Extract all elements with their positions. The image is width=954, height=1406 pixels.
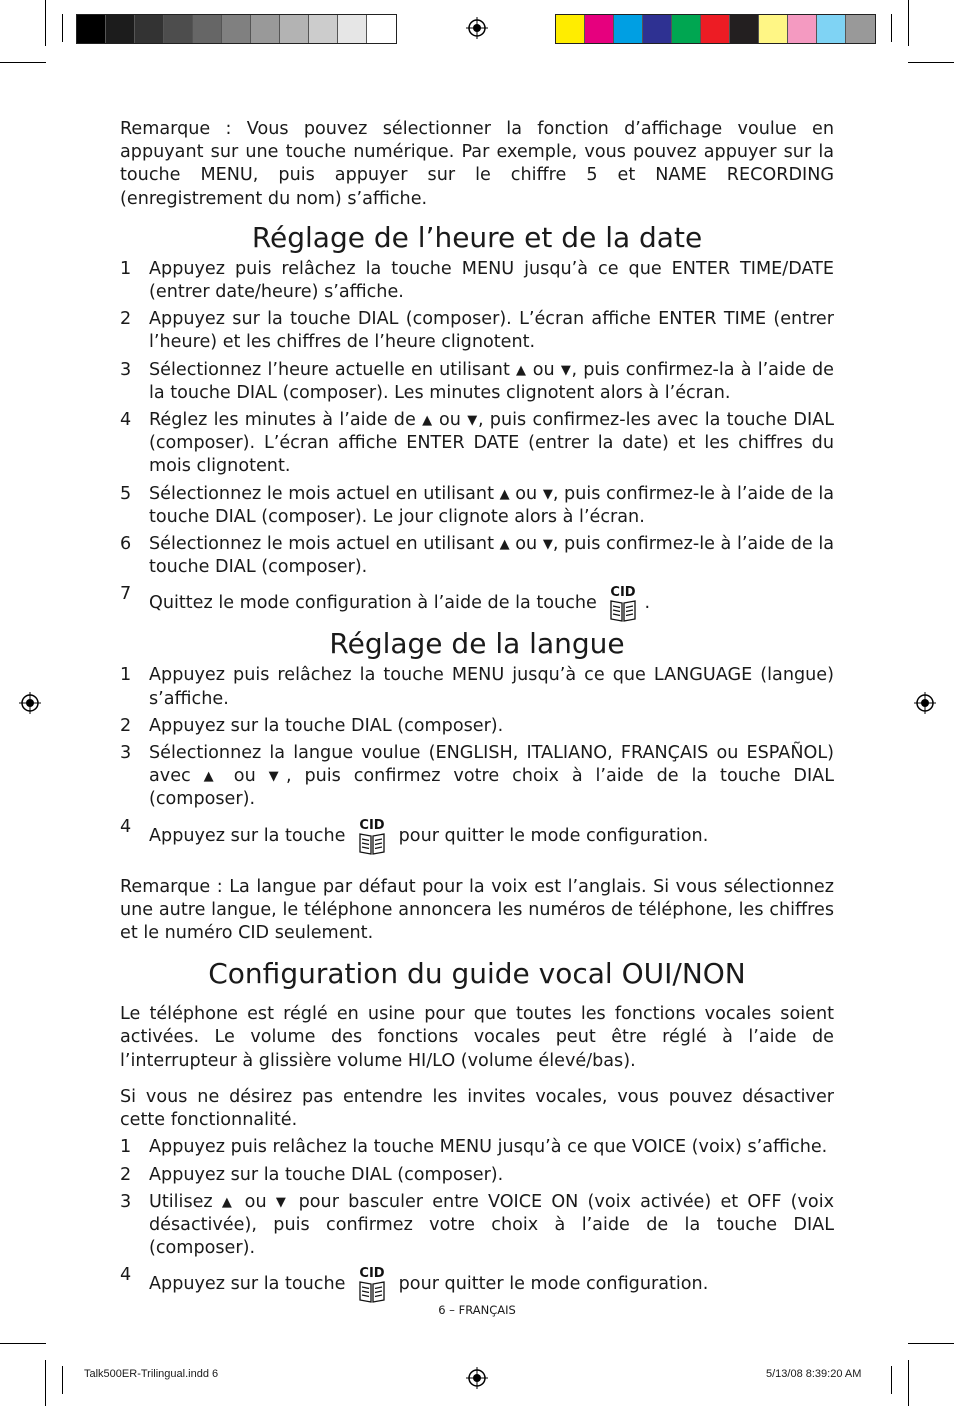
step-number: 3 xyxy=(120,743,132,764)
color-swatch xyxy=(585,15,614,43)
cid-key-label: CID xyxy=(610,585,637,601)
step-number: 4 xyxy=(120,816,132,837)
step-text: . xyxy=(644,593,651,614)
color-swatch xyxy=(730,15,759,43)
step-text: Sélectionnez la langue voulue (ENGLISH, ITALIANO, FRANÇAIS ou ESPAÑOL) avec xyxy=(149,743,834,787)
step-number: 4 xyxy=(120,1265,132,1286)
step-text: ou xyxy=(235,1191,276,1212)
step-text: ou xyxy=(509,483,543,504)
step-text: pour quitter le mode configuration. xyxy=(393,1274,709,1295)
color-swatch xyxy=(77,15,106,43)
step-text: , puis confirmez votre choix à l’aide de la touche DIAL (composer). xyxy=(149,766,834,810)
down-arrow-icon: ▼ xyxy=(467,413,478,429)
up-arrow-icon: ▲ xyxy=(422,413,433,429)
step-item xyxy=(120,1164,834,1187)
color-swatch xyxy=(164,15,193,43)
step-item xyxy=(120,533,834,579)
color-swatch xyxy=(309,15,338,43)
step-number: 2 xyxy=(120,309,132,330)
step-text: Appuyez sur la touche DIAL (composer). L’écran affiche ENTER TIME (entrer l’heure) et les chiffres de l’heure clignotent. xyxy=(149,309,834,353)
up-arrow-icon: ▲ xyxy=(499,486,510,502)
step-text: Sélectionnez l’heure actuelle en utilisant xyxy=(149,359,517,380)
registration-mark-icon xyxy=(466,17,488,39)
cid-key-label: CID xyxy=(359,1266,385,1282)
step-number: 6 xyxy=(120,534,132,555)
timestamp-slug: 5/13/08 8:39:20 AM xyxy=(766,1368,862,1380)
grayscale-color-bar xyxy=(76,14,397,44)
step-item xyxy=(120,715,834,738)
cid-key-icon xyxy=(606,583,640,623)
page-content xyxy=(120,118,834,1308)
step-text: Appuyez puis relâchez la touche MENU jusqu’à ce que VOICE (voix) s’affiche. xyxy=(149,1137,828,1158)
step-item xyxy=(120,664,834,710)
intro-note: Remarque : Vous pouvez sélectionner la fonction d’affichage voulue en appuyant sur une touche numérique. Par exemple, vous pouvez appuyer sur la touche MENU, puis appuyer sur le chiffre 5 et NAME RECORDING (enregistrement du nom) s’affiche. xyxy=(120,119,834,209)
step-item xyxy=(120,308,834,354)
down-arrow-icon: ▼ xyxy=(268,769,286,785)
step-text: Utilisez xyxy=(149,1191,222,1212)
step-text: Appuyez sur la touche xyxy=(149,825,352,846)
step-text: Appuyez puis relâchez la touche MENU jusqu’à ce que LANGUAGE (langue) s’affiche. xyxy=(149,665,834,709)
step-text: , puis confirmez-les avec la touche DIAL (composer). L’écran affiche ENTER DATE (entrer la date) et les chiffres du mois clignotent. xyxy=(149,410,834,477)
color-swatch xyxy=(222,15,251,43)
color-swatch xyxy=(251,15,280,43)
up-arrow-icon: ▲ xyxy=(221,1194,236,1210)
section-title-time-date: Réglage de l’heure et de la date xyxy=(251,220,703,254)
voice-disable-paragraph: Si vous ne désirez pas entendre les invites vocales, vous pouvez désactiver cette fonctionnalité. xyxy=(120,1086,834,1131)
step-item xyxy=(120,742,834,812)
cid-key-icon xyxy=(355,1264,389,1304)
step-number: 1 xyxy=(120,1137,132,1158)
color-swatch xyxy=(106,15,135,43)
step-item xyxy=(120,258,834,304)
color-swatch xyxy=(846,15,875,43)
voice-guide-steps xyxy=(120,1136,834,1304)
down-arrow-icon: ▼ xyxy=(542,537,553,553)
step-text: Appuyez sur la touche DIAL (composer). xyxy=(149,1164,504,1185)
step-text: Réglez les minutes à l’aide de xyxy=(149,410,423,431)
color-swatch xyxy=(367,15,396,43)
registration-mark-icon xyxy=(19,692,41,714)
section-title-voice-guide: Configuration du guide vocal OUI/NON xyxy=(208,957,746,991)
step-text: , puis confirmez-la à l’aide de la touche DIAL (composer). Les minutes clignotent alors à l’écran. xyxy=(149,359,834,403)
step-text: ou xyxy=(220,766,269,787)
up-arrow-icon: ▲ xyxy=(203,769,221,785)
up-arrow-icon: ▲ xyxy=(516,362,527,378)
color-swatch xyxy=(788,15,817,43)
color-swatch xyxy=(193,15,222,43)
step-item xyxy=(120,583,834,623)
voice-guide-paragraph: Le téléphone est réglé en usine pour que toutes les fonctions vocales soient activées. Le volume des fonctions vocales peut être réglé à l’aide de l’interrupteur à glissière volume HI/LO (volume élevé/bas). xyxy=(120,1004,834,1071)
step-text: ou xyxy=(432,410,468,431)
color-swatch xyxy=(817,15,846,43)
time-date-steps xyxy=(120,258,834,624)
color-swatch xyxy=(643,15,672,43)
cid-key-icon xyxy=(355,816,389,856)
registration-mark-icon xyxy=(914,692,936,714)
step-item xyxy=(120,1136,834,1159)
step-text: Sélectionnez le mois actuel en utilisant xyxy=(149,483,500,504)
step-text: pour basculer entre VOICE ON (voix activée) et OFF (voix désactivée), puis confirmez votre choix à l’aide de la touche DIAL (composer). xyxy=(149,1191,834,1259)
step-item xyxy=(120,1264,834,1304)
step-text: Appuyez sur la touche DIAL (composer). xyxy=(149,715,504,736)
step-text: Appuyez sur la touche xyxy=(149,1274,352,1295)
step-item xyxy=(120,359,834,405)
step-number: 2 xyxy=(120,1164,132,1185)
cid-key-label: CID xyxy=(359,817,385,833)
color-swatch xyxy=(759,15,788,43)
step-text: pour quitter le mode configuration. xyxy=(393,825,709,846)
step-number: 3 xyxy=(120,1191,132,1212)
step-text: Sélectionnez le mois actuel en utilisant xyxy=(149,534,500,555)
color-swatch xyxy=(280,15,309,43)
step-number: 1 xyxy=(120,665,132,686)
color-swatch xyxy=(135,15,164,43)
step-item xyxy=(120,483,834,529)
down-arrow-icon: ▼ xyxy=(275,1194,290,1210)
step-text: , puis confirmez-le à l’aide de la touche DIAL (composer). xyxy=(149,534,834,578)
up-arrow-icon: ▲ xyxy=(499,537,510,553)
step-item xyxy=(120,409,834,479)
section-title-language: Réglage de la langue xyxy=(329,627,625,661)
color-swatch xyxy=(701,15,730,43)
page-footer: 6 – FRANÇAIS xyxy=(438,1303,516,1317)
step-number: 1 xyxy=(120,258,132,279)
down-arrow-icon: ▼ xyxy=(560,362,572,378)
step-text: , puis confirmez-le à l’aide de la touche DIAL (composer). Le jour clignote alors à l’écran. xyxy=(149,483,834,527)
file-slug: Talk500ER-Trilingual.indd 6 xyxy=(84,1368,219,1380)
color-swatch xyxy=(614,15,643,43)
step-number: 7 xyxy=(120,584,132,605)
step-text: Quittez le mode configuration à l’aide de la touche xyxy=(149,593,603,614)
step-item xyxy=(120,1191,834,1261)
step-text: ou xyxy=(526,359,561,380)
down-arrow-icon: ▼ xyxy=(542,486,553,502)
color-swatch xyxy=(338,15,367,43)
color-swatch xyxy=(672,15,701,43)
language-steps xyxy=(120,664,834,855)
registration-mark-icon xyxy=(466,1367,488,1389)
step-text: ou xyxy=(509,534,543,555)
language-note: Remarque : La langue par défaut pour la voix est l’anglais. Si vous sélectionnez une autre langue, le téléphone annoncera les numéros de téléphone, les chiffres et le numéro CID seulement. xyxy=(120,876,834,944)
step-number: 4 xyxy=(120,410,132,431)
step-text: Appuyez puis relâchez la touche MENU jusqu’à ce que ENTER TIME/DATE (entrer date/heure) s’affiche. xyxy=(149,258,834,303)
step-number: 3 xyxy=(120,359,132,380)
process-color-bar xyxy=(555,14,876,44)
step-item xyxy=(120,816,834,856)
step-number: 2 xyxy=(120,715,132,736)
step-number: 5 xyxy=(120,483,132,504)
color-swatch xyxy=(556,15,585,43)
